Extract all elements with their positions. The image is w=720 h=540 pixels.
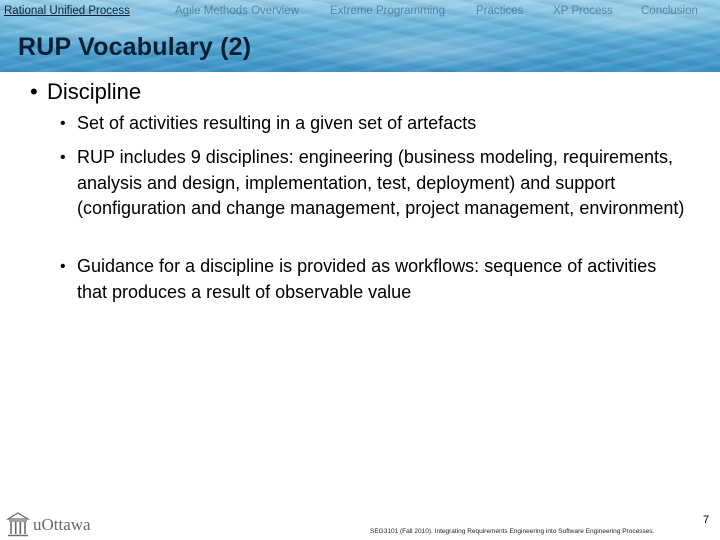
course-footer: SEG3101 (Fall 2010). Integrating Requirements Engineering into Software Engineering Processes. [370, 528, 655, 535]
nav-item-xp-process[interactable]: XP Process [553, 5, 613, 17]
bullet-dot: • [60, 149, 66, 166]
sub-bullet-text: Set of activities resulting in a given set of artefacts [77, 113, 477, 133]
sub-bullet-2 [60, 145, 690, 222]
header-banner [0, 0, 720, 72]
section-nav [0, 3, 720, 21]
bullet-dot: • [60, 115, 66, 132]
bullet-dot: • [30, 79, 38, 104]
nav-item-rational-unified-process[interactable]: Rational Unified Process [4, 5, 130, 17]
sub-bullet-3 [60, 254, 690, 305]
bullet-dot: • [60, 258, 66, 275]
nav-item-conclusion[interactable]: Conclusion [641, 5, 698, 17]
uottawa-logo [6, 512, 116, 538]
logo-wordmark: uOttawa [33, 515, 91, 534]
slide-title: RUP Vocabulary (2) [18, 33, 252, 61]
page-number: 7 [703, 514, 710, 526]
nav-item-extreme-programming[interactable]: Extreme Programming [330, 5, 446, 17]
university-building-icon [6, 512, 30, 538]
sub-bullet-text: RUP includes 9 disciplines: engineering (business modeling, requirements, analysis and design, implementation, test, deployment) and support (configuration and change management, project management, environment) [77, 147, 685, 218]
nav-item-practices[interactable]: Practices [476, 5, 524, 17]
nav-item-agile-methods-overview[interactable]: Agile Methods Overview [175, 5, 299, 17]
sub-bullet-text: Guidance for a discipline is provided as workflows: sequence of activities that produces a result of observable value [77, 256, 657, 302]
sub-bullet-1 [60, 111, 690, 137]
main-bullet-text: Discipline [47, 79, 142, 104]
